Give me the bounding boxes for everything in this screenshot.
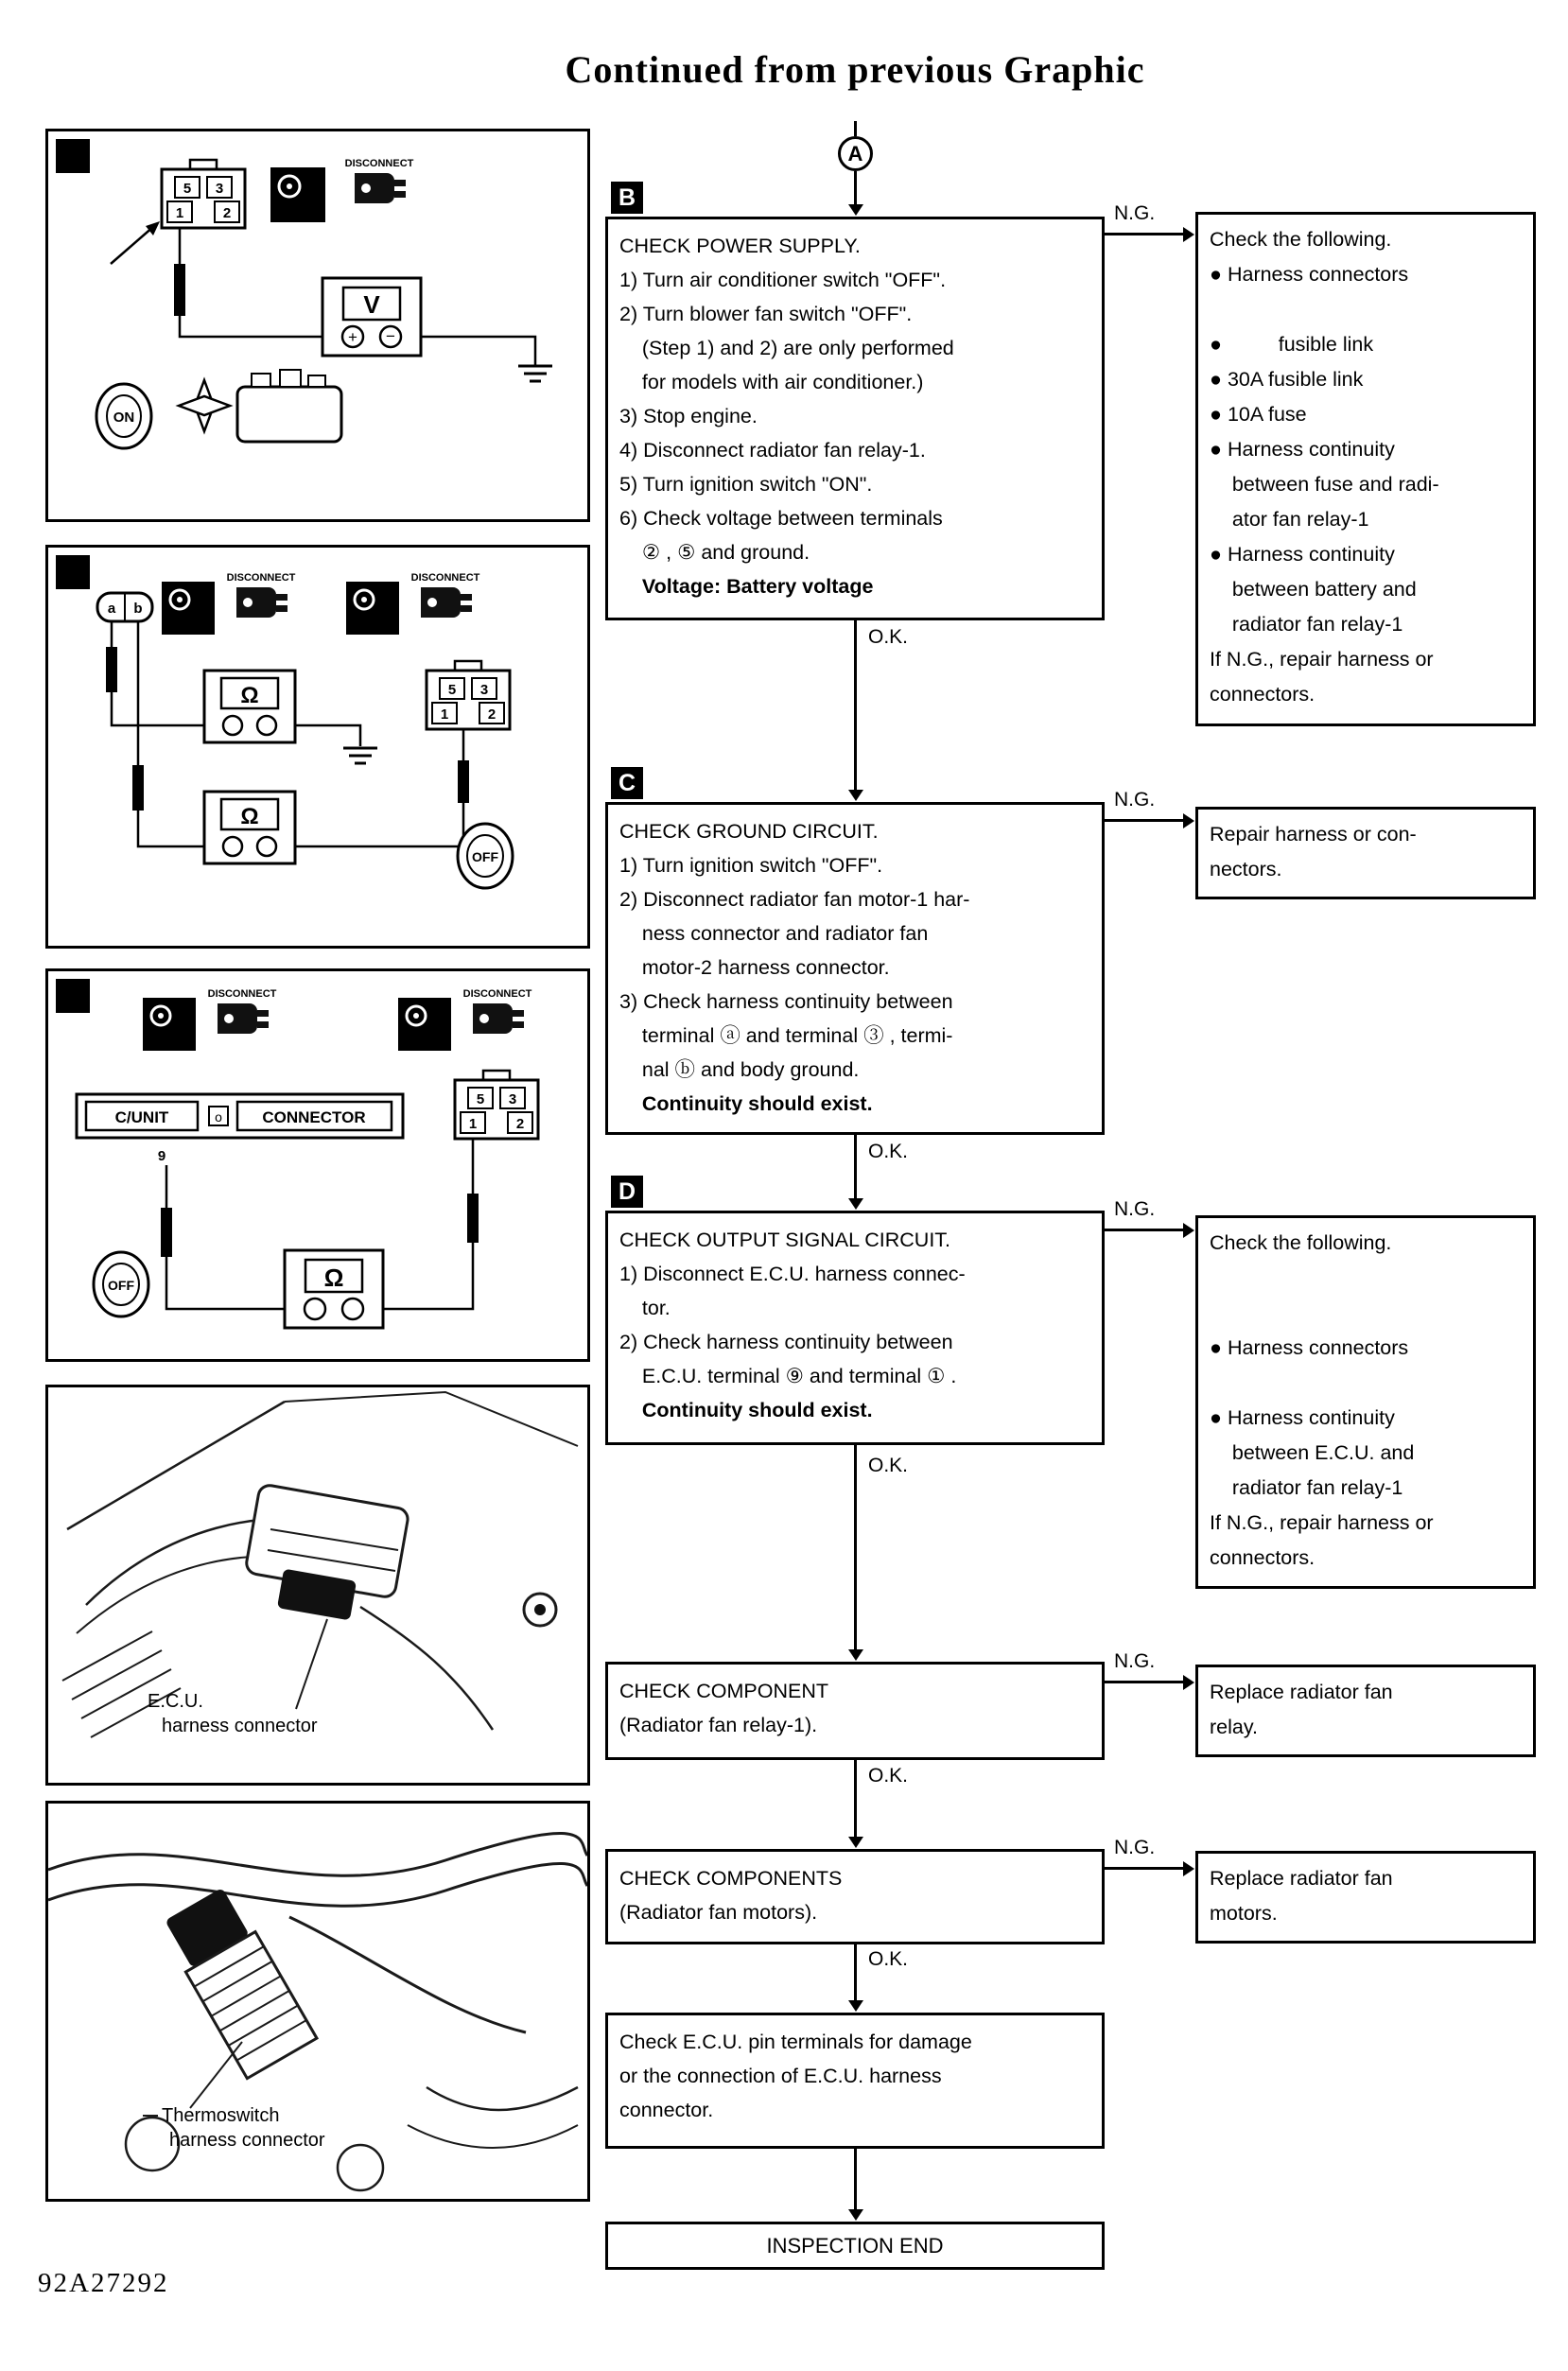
text-line: ● fusible link [1210,333,1374,356]
text-line: ● Harness continuity [1210,1406,1395,1429]
replace-motors-box [1195,1851,1536,1944]
svg-text:T.S.: T.S. [420,1031,444,1046]
ts-tool-icon [162,582,215,635]
check-output-signal-circuit-box [605,1211,1105,1445]
photo-thermoswitch-harness-connector [45,1801,590,2202]
text-line: tor. [619,1297,671,1319]
svg-text:o: o [215,1109,222,1124]
svg-text:5: 5 [447,682,457,698]
relay-connector-pins-icon [427,661,510,729]
ok-label: O.K. [868,626,909,648]
flow-arrow-c-ng [1105,819,1184,822]
text-line: Continuity should exist. [619,1399,873,1421]
flow-arrow-d-ng [1105,1229,1184,1231]
flow-step-c-badge: C [611,767,643,799]
panel-d-badge [56,979,90,1013]
check-following-output-box [1195,1215,1536,1589]
text-line: 2) Turn blower fan switch "OFF". [619,303,913,325]
photo-ecu-illustration [48,1387,587,1783]
panel-b-wiring-diagram [45,129,590,522]
text-line: terminal ⓐ and terminal ③ , termi- [619,1024,953,1047]
text-line [1210,1296,1522,1331]
text-line: connectors. [1210,683,1315,706]
photo-thermoswitch-illustration [48,1804,587,2199]
ng-label: N.G. [1114,1198,1156,1220]
text-line: between battery and [1210,578,1417,601]
svg-text:1: 1 [468,1116,478,1132]
check-ground-circuit-box [605,802,1105,1135]
text-line: E.C.U. terminal ⑨ and terminal ① . [619,1365,957,1387]
text-line: nectors. [1210,858,1282,880]
flow-step-b-badge: B [611,182,643,214]
flow-arrow-b-to-c [854,620,857,791]
svg-text:3: 3 [508,1091,517,1107]
photo-thermoswitch-caption-line1: Thermoswitch [162,2105,280,2126]
svg-text:DISCONNECT: DISCONNECT [410,572,480,584]
ohmmeter-icon [204,792,295,863]
voltmeter-icon [322,278,421,356]
disconnect-icon [227,572,296,618]
text-line: Replace radiator fan [1210,1681,1393,1703]
text-line: radiator fan relay-1 [1210,1476,1403,1499]
ts-tool-icon [398,998,451,1051]
pointer-arrow [111,221,160,264]
ground-symbol-icon [518,366,552,381]
svg-text:1: 1 [440,706,449,723]
ohmmeter-icon [204,671,295,742]
svg-text:Ω: Ω [240,804,259,829]
disconnect-icon [411,572,480,618]
text-line: 4) Disconnect radiator fan relay-1. [619,439,926,462]
text-line: CHECK COMPONENT [619,1680,828,1702]
svg-text:B: B [63,143,82,171]
svg-text:OFF: OFF [108,1278,134,1293]
text-line: Replace radiator fan [1210,1867,1393,1890]
panel-d-wiring-diagram [45,968,590,1362]
text-line: 1) Turn air conditioner switch "OFF". [619,269,947,291]
svg-text:5: 5 [476,1091,485,1107]
relay-connector-pins-icon [162,160,245,228]
flow-arrow-ecu-to-end [854,2149,857,2210]
text-line: connectors. [1210,1546,1315,1569]
text-line: 6) Check voltage between terminals [619,507,943,530]
text-line [1210,1366,1522,1401]
ng-label: N.G. [1114,1837,1156,1858]
flow-arrow-c-to-d [854,1135,857,1199]
svg-text:+: + [348,328,357,346]
text-line: ● 10A fuse [1210,403,1307,426]
panel-b-badge [56,139,90,173]
disconnect-icon [208,988,277,1034]
svg-text:1: 1 [175,205,184,221]
text-line: Check the following. [1210,228,1392,251]
svg-text:2: 2 [515,1116,525,1132]
ok-label: O.K. [868,1455,909,1476]
svg-text:2: 2 [487,706,497,723]
photo-ecu-caption-line1: E.C.U. [148,1691,203,1712]
flow-arrow-d-to-component [854,1445,857,1650]
text-line: ator fan relay-1 [1210,508,1369,531]
text-line: connector. [619,2099,714,2121]
engine-fan-icon [179,370,341,442]
text-line [1210,1261,1522,1296]
svg-text:H.S.: H.S. [164,1031,190,1046]
text-line: ● Harness connectors [1210,263,1409,286]
text-line: ness connector and radiator fan [619,922,929,945]
disconnect-icon [463,988,532,1034]
ng-label: N.G. [1114,202,1156,224]
svg-text:−: − [386,327,395,345]
ts-tool-icon [270,167,325,222]
motor-connector-ab-icon [97,593,152,621]
ignition-on-icon [96,384,151,448]
text-line: Repair harness or con- [1210,823,1417,846]
check-power-supply-box [605,217,1105,620]
text-line: radiator fan relay-1 [1210,613,1403,636]
svg-text:2: 2 [222,205,232,221]
text-line: 3) Stop engine. [619,405,758,427]
svg-text:DISCONNECT: DISCONNECT [226,572,296,584]
svg-text:CONNECTOR: CONNECTOR [262,1108,366,1126]
svg-text:OFF: OFF [472,849,498,864]
text-line: Voltage: Battery voltage [619,575,874,598]
text-line: 1) Turn ignition switch "OFF". [619,854,883,877]
svg-text:ON: ON [113,410,135,426]
flow-arrow-components-ng [1105,1867,1184,1870]
flow-arrow-components-to-ecu [854,1944,857,2001]
panel-c-badge [56,555,90,589]
text-line: 2) Disconnect radiator fan motor-1 har- [619,888,970,911]
text-line: motors. [1210,1902,1278,1925]
text-line: 3) Check harness continuity between [619,990,953,1013]
svg-text:V: V [363,290,380,319]
text-line: ● Harness continuity [1210,543,1395,566]
text-line: or the connection of E.C.U. harness [619,2065,942,2087]
svg-text:DISCONNECT: DISCONNECT [462,988,532,1000]
panel-b-illustration [48,131,587,519]
text-line: ● Harness continuity [1210,438,1395,461]
ground-symbol-icon [343,748,377,763]
check-following-power-box [1195,212,1536,726]
svg-text:a: a [107,601,116,617]
text-line: motor-2 harness connector. [619,956,890,979]
terminal-9-label: 9 [157,1148,166,1164]
inspection-end-box: INSPECTION END [605,2222,1105,2270]
flow-arrow-b-ng [1105,233,1184,235]
ng-label: N.G. [1114,1650,1156,1672]
figure-code: 92A27292 [38,2268,169,2298]
flow-step-d-badge: D [611,1176,643,1208]
replace-relay-box [1195,1665,1536,1757]
ts-tool-icon [346,582,399,635]
svg-text:3: 3 [479,682,489,698]
text-line: between fuse and radi- [1210,473,1439,496]
svg-text:b: b [133,601,143,617]
ng-label: N.G. [1114,789,1156,811]
panel-d-illustration [48,971,587,1359]
continuation-connector-a: A [838,136,873,171]
text-line: Check E.C.U. pin terminals for damage [619,2031,972,2053]
page-title: Continued from previous Graphic [565,48,1145,91]
svg-text:T.S.: T.S. [368,615,392,630]
svg-text:DISCONNECT: DISCONNECT [344,158,414,169]
text-line: Check the following. [1210,1231,1392,1254]
svg-text:C: C [63,559,82,587]
text-line: 2) Check harness continuity between [619,1331,953,1353]
text-line: CHECK POWER SUPPLY. [619,235,861,257]
ok-label: O.K. [868,1141,909,1162]
check-ecu-pin-terminals-box [605,2013,1105,2149]
hs-tool-icon [143,998,196,1051]
svg-text:C/UNIT: C/UNIT [114,1108,169,1126]
svg-text:T.S.: T.S. [293,202,318,218]
caption-leader-line [296,1619,327,1709]
ok-label: O.K. [868,1765,909,1787]
check-component-relay-box [605,1662,1105,1760]
svg-text:Ω: Ω [240,683,259,708]
text-line: ● Harness connectors [1210,1336,1409,1359]
ignition-off-icon [94,1252,148,1316]
svg-text:3: 3 [215,181,224,197]
text-line [1210,292,1522,327]
text-line: (Radiator fan relay-1). [619,1714,818,1736]
relay-connector-pins-icon [455,1071,538,1139]
text-line: CHECK GROUND CIRCUIT. [619,820,879,843]
svg-text:DISCONNECT: DISCONNECT [207,988,277,1000]
text-line: for models with air conditioner.) [619,371,924,393]
disconnect-icon [345,158,414,203]
ok-label: O.K. [868,1948,909,1970]
engine-bay-sketch [62,1392,578,1737]
ohmmeter-icon [285,1250,383,1328]
svg-text:5: 5 [183,181,192,197]
text-line: CHECK COMPONENTS [619,1867,843,1890]
cunit-connector-strip [77,1094,403,1138]
photo-thermoswitch-caption-line2: harness connector [169,2130,325,2151]
text-line: (Step 1) and 2) are only performed [619,337,954,359]
flow-arrow-component-to-components [854,1760,857,1838]
photo-ecu-caption-line2: harness connector [162,1716,318,1736]
text-line: 1) Disconnect E.C.U. harness connec- [619,1263,966,1285]
panel-c-illustration [48,548,587,946]
text-line: ● 30A fusible link [1210,368,1364,391]
svg-text:D: D [63,983,82,1011]
text-line: CHECK OUTPUT SIGNAL CIRCUIT. [619,1229,951,1251]
text-line: Continuity should exist. [619,1092,873,1115]
text-line: (Radiator fan motors). [619,1901,818,1924]
text-line: 5) Turn ignition switch "ON". [619,473,873,496]
text-line: relay. [1210,1716,1258,1738]
svg-text:T.S.: T.S. [183,615,208,630]
ignition-off-icon [458,824,513,888]
photo-ecu-harness-connector [45,1385,590,1786]
text-line: between E.C.U. and [1210,1441,1415,1464]
flow-arrow-component-ng [1105,1681,1184,1683]
svg-text:Ω: Ω [323,1264,344,1292]
text-line: If N.G., repair harness or [1210,1511,1434,1534]
text-line: ② , ⑤ and ground. [619,541,810,564]
check-components-motors-box [605,1849,1105,1944]
repair-harness-box [1195,807,1536,899]
text-line: If N.G., repair harness or [1210,648,1434,671]
continuation-stem [854,121,857,136]
panel-c-wiring-diagram [45,545,590,949]
flow-arrow-a-to-b [854,171,857,205]
text-line: nal ⓑ and body ground. [619,1058,860,1081]
